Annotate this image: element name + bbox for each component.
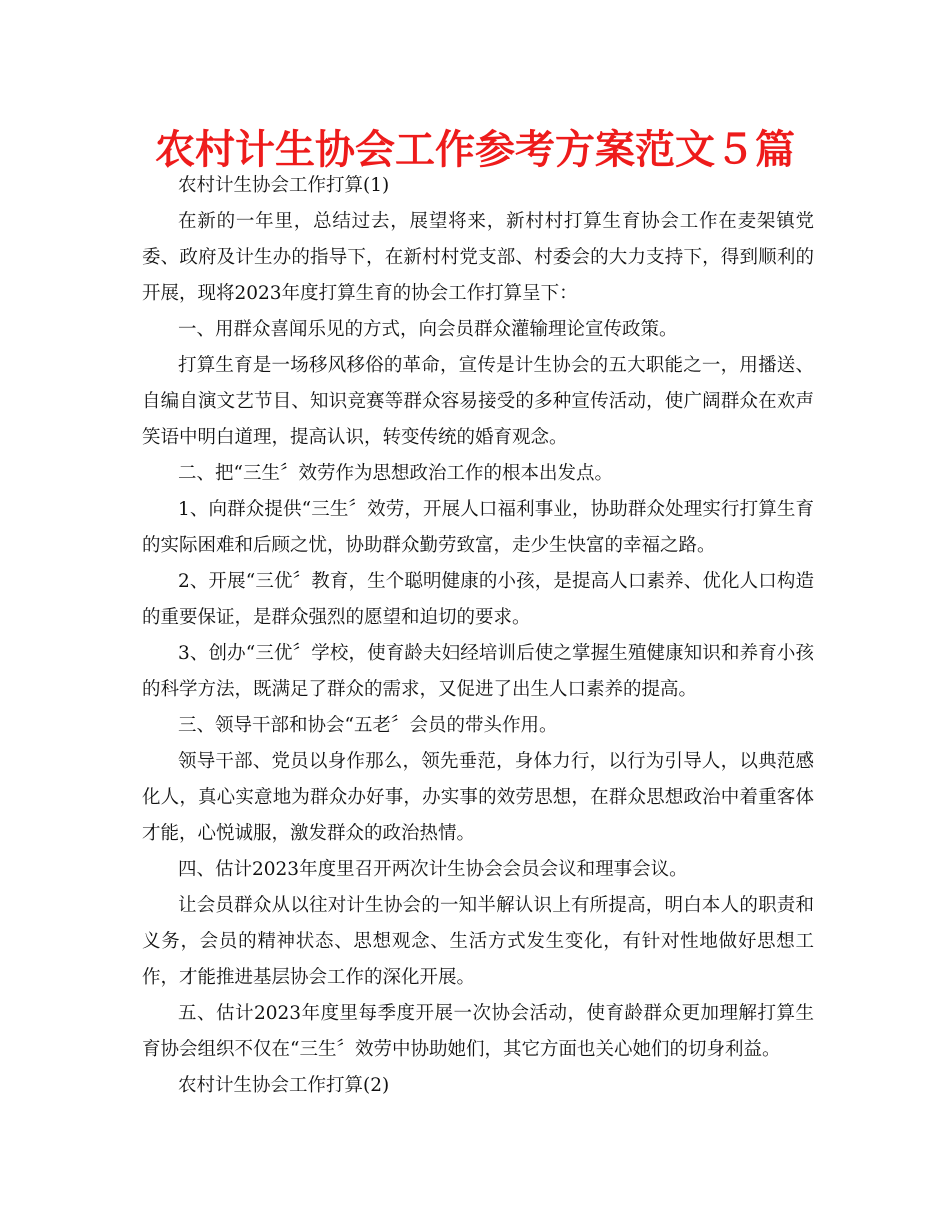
point-3-heading: 三、领导干部和协会“五老〞会员的带头作用。 [178,715,558,736]
intro-paragraph: 在新的一年里，总结过去，展望将来，新村村打算生育协会工作在麦架镇党委、政府及计生办的指导下，在新村村党支部、村委会的大力支持下，得到顺利的开展，现将2023年度打算生育的协会工作打算呈下： [142,211,814,304]
section-heading-plan-1: 农村计生协会工作打算(1) [178,175,390,196]
document-title: 农村计生协会工作参考方案范文５篇 [155,127,795,173]
point-5-paragraph: 五、估计2023年度里每季度开展一次协会活动，使育龄群众更加理解打算生育协会组织不仅在“三生〞效劳中协助她们，其它方面也关心她们的切身利益。 [142,1003,814,1060]
point-1-body: 打算生育是一场移风移俗的革命，宣传是计生协会的五大职能之一，用播送、自编自演文艺节目、知识竞赛等群众容易接受的多种宣传活动，使广阔群众在欢声笑语中明白道理，提高认识，转变传统的婚育观念。 [142,355,814,448]
section-heading-plan-2: 农村计生协会工作打算(2) [178,1075,390,1096]
point-3-body: 领导干部、党员以身作那么，领先垂范，身体力行，以行为引导人，以典范感化人，真心实意地为群众办好事，办实事的效劳思想，在群众思想政治中着重客体才能，心悦诚服，激发群众的政治热情。 [142,751,814,844]
point-4-body: 让会员群众从以往对计生协会的一知半解认识上有所提高，明白本人的职责和义务，会员的精神状态、思想观念、生活方式发生变化，有针对性地做好思想工作，才能推进基层协会工作的深化开展。 [142,895,814,988]
point-2-item-1: 1、向群众提供“三生〞效劳，开展人口福利事业，协助群众处理实行打算生育的实际困难和后顾之忧，协助群众勤劳致富，走少生快富的幸福之路。 [142,499,814,556]
point-2-heading: 二、把“三生〞效劳作为思想政治工作的根本出发点。 [178,463,613,484]
point-2-item-2: 2、开展“三优〞教育，生个聪明健康的小孩，是提高人口素养、优化人口构造的重要保证，是群众强烈的愿望和迫切的要求。 [142,571,814,628]
point-4-heading: 四、估计2023年度里召开两次计生协会会员会议和理事会议。 [178,859,688,880]
point-2-item-3: 3、创办“三优〞学校，使育龄夫妇经培训后使之掌握生殖健康知识和养育小孩的科学方法，既满足了群众的需求，又促进了出生人口素养的提高。 [142,643,814,700]
point-1-heading: 一、用群众喜闻乐见的方式，向会员群众灌输理论宣传政策。 [178,319,678,340]
document-body [142,168,814,1104]
